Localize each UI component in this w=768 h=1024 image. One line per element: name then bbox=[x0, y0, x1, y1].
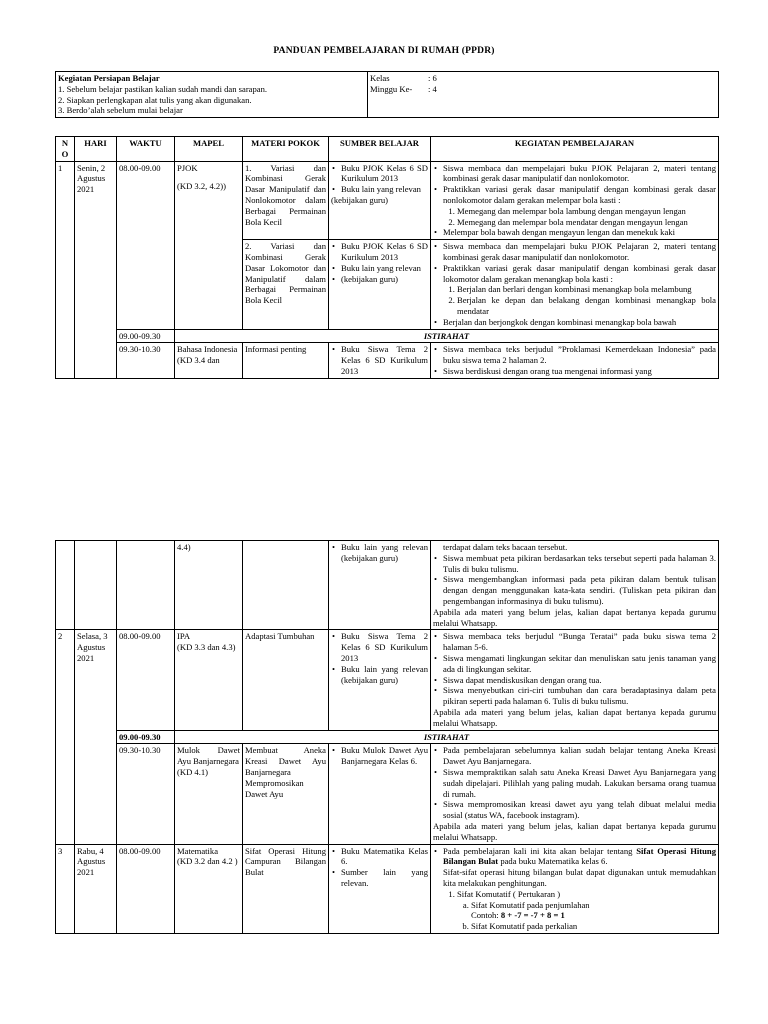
row-day: Rabu, 4 Agustus 2021 bbox=[75, 844, 117, 933]
preparation-heading: Kegiatan Persiapan Belajar bbox=[58, 73, 160, 83]
activity-note: Apabila ada materi yang belum jelas, kalian dapat bertanya kepada gurumu melalui Whatsapp. bbox=[433, 606, 716, 628]
source-item: • Buku lain yang relevan bbox=[341, 263, 428, 274]
subject-kd: (KD 3.3 dan 4.3) bbox=[177, 642, 236, 653]
row-topic: 1. Variasi dan Kombinasi Gerak Dasar Manipulatif dan Nonlokomotor dalam Berbagai Permainan Bola Kecil bbox=[243, 161, 329, 240]
activity-text: Pada pembelajaran kali ini kita akan belajar tentang bbox=[443, 845, 637, 856]
activity-item bbox=[443, 846, 716, 868]
break-time: 09.00-09.30 bbox=[117, 730, 175, 744]
row-subject bbox=[175, 343, 243, 378]
activity-item: • Siswa berdiskusi dengan orang tua mengenai informasi yang bbox=[443, 366, 716, 377]
row-time: 08.00-09.00 bbox=[117, 844, 175, 933]
header-waktu: WAKTU bbox=[117, 137, 175, 162]
example-expression: 8 + -7 = -7 + 8 = 1 bbox=[500, 910, 565, 921]
row-subject bbox=[175, 844, 243, 933]
subject-name: Mulok Dawet Ayu Banjarnegara bbox=[177, 745, 240, 767]
row-source bbox=[329, 844, 431, 933]
preparation-item: 1. Sebelum belajar pastikan kalian sudah mandi dan sarapan. bbox=[58, 83, 268, 94]
activity-item: • Siswa mengamati lingkungan sekitar dan menuliskan satu jenis tanaman yang ada di lingkungan sekitar. bbox=[443, 653, 716, 675]
activity-item: • Melempar bola bawah dengan mengayun lengan dan menekuk kaki bbox=[443, 227, 716, 238]
step-label: Sifat Komutatif ( Pertukaran ) bbox=[457, 888, 561, 899]
row-topic: 2. Variasi dan Kombinasi Gerak Dasar Lokomotor dan Manipulatif dalam Berbagai Permainan Bola Kecil bbox=[243, 240, 329, 329]
activity-note: Apabila ada materi yang belum jelas, kalian dapat bertanya kepada gurumu melalui Whatsapp. bbox=[433, 706, 716, 728]
page-break bbox=[0, 478, 768, 540]
header-hari: HARI bbox=[75, 137, 117, 162]
schedule-table bbox=[55, 136, 719, 379]
row-time: 08.00-09.00 bbox=[117, 161, 175, 329]
subject-kd: 4.4) bbox=[175, 541, 243, 630]
activity-item: • Siswa membaca teks berjudul ”Proklamasi Kemerdekaan Indonesia” pada buku siswa tema 2 halaman 2. bbox=[443, 344, 716, 366]
table-row bbox=[56, 630, 719, 730]
row-source bbox=[329, 343, 431, 378]
row-source bbox=[329, 240, 431, 329]
break-label: ISTIRAHAT bbox=[175, 329, 719, 343]
activity-item: • Siswa membuat peta pikiran berdasarkan teks tersebut seperti pada halaman 3. Tulis di buku tulismu. bbox=[443, 553, 716, 575]
minggu-label: Minggu Ke- bbox=[370, 83, 413, 94]
source-item: • (kebijakan guru) bbox=[341, 274, 428, 285]
break-row bbox=[56, 730, 719, 744]
table-row bbox=[56, 343, 719, 378]
source-item: • Buku Matematika Kelas 6. bbox=[341, 846, 428, 868]
sub-step-label: Sifat Komutatif pada penjumlahan bbox=[471, 899, 590, 910]
activity-item: • Siswa membaca dan mempelajari buku PJOK Pelajaran 2, materi tentang kombinasi gerak dasar manipulatif dan nonlokomotor. bbox=[443, 241, 716, 263]
row-day: Senin, 2 Agustus 2021 bbox=[75, 161, 117, 378]
table-row bbox=[56, 541, 719, 630]
schedule-table-continued bbox=[55, 540, 719, 934]
break-row bbox=[56, 329, 719, 343]
header-materi: MATERI POKOK bbox=[243, 137, 329, 162]
break-label: ISTIRAHAT bbox=[175, 730, 719, 744]
row-number: 2 bbox=[56, 630, 75, 844]
row-activity bbox=[431, 844, 719, 933]
activity-item: • Siswa mengembangkan informasi pada peta pikiran dalam bentuk tulisan dengan dengan menggunakan kata-kata sendiri. (Tuliskan peta pikiran dan pengembangan informasinya di buku tulismu). bbox=[443, 574, 716, 606]
row-topic: Sifat Operasi Hitung Campuran Bilangan Bulat bbox=[243, 844, 329, 933]
source-item: • Buku lain yang relevan bbox=[341, 184, 428, 195]
preparation-item: 2. Siapkan perlengkapan alat tulis yang akan digunakan. bbox=[58, 94, 252, 105]
activity-note: Apabila ada materi yang belum jelas, kalian dapat bertanya kepada gurumu melalui Whatsapp. bbox=[433, 820, 716, 842]
kelas-label: Kelas bbox=[370, 73, 390, 83]
preparation-cell bbox=[56, 72, 368, 118]
source-item: • Buku Siswa Tema 2 Kelas 6 SD Kurikulum 2013 bbox=[341, 344, 428, 376]
row-activity bbox=[431, 541, 719, 630]
activity-item: • Siswa mempromosikan kreasi dawet ayu yang telah dibuat melalui media sosial (status WA, facebook instagram). bbox=[443, 799, 716, 821]
document-page-2 bbox=[0, 540, 768, 1024]
row-source bbox=[329, 630, 431, 730]
activity-step bbox=[457, 889, 716, 932]
minggu-value: : 4 bbox=[428, 83, 437, 94]
header-sumber: SUMBER BELAJAR bbox=[329, 137, 431, 162]
table-row bbox=[56, 744, 719, 844]
row-time: 09.30-10.30 bbox=[117, 744, 175, 844]
row-number: 3 bbox=[56, 844, 75, 933]
row-time: 09.30-10.30 bbox=[117, 343, 175, 378]
row-topic: Adaptasi Tumbuhan bbox=[243, 630, 329, 730]
activity-emphasis: Sifat Operasi Hitung Bilangan Bulat bbox=[443, 845, 716, 867]
activity-step: 1. Berjalan dan berlari dengan kombinasi menangkap bola melambung bbox=[457, 284, 716, 295]
activity-item: • Siswa dapat mendiskusikan dengan orang tua. bbox=[443, 675, 716, 686]
activity-step: 1. Memegang dan melempar bola lambung dengan mengayun lengan bbox=[457, 206, 716, 217]
table-header-row bbox=[56, 137, 719, 162]
subject-name: IPA bbox=[177, 631, 191, 642]
activity-step: 2. Memegang dan melempar bola mendatar dengan mengayun lengan bbox=[457, 217, 716, 228]
header-no: N O bbox=[56, 137, 75, 162]
row-activity bbox=[431, 630, 719, 730]
row-subject bbox=[175, 161, 243, 329]
activity-item: • Praktikkan variasi gerak dasar manipulatif dengan kombinasi gerak dasar nonlokomotor dalam gerakan melempar bola kasti : bbox=[443, 184, 716, 206]
subject-kd: (KD 3.4 dan bbox=[177, 355, 220, 366]
row-subject bbox=[175, 744, 243, 844]
break-time: 09.00-09.30 bbox=[117, 329, 175, 343]
table-row bbox=[56, 844, 719, 933]
activity-item: • Berjalan dan berjongkok dengan kombinasi menangkap bola bawah bbox=[443, 317, 716, 328]
activity-item: • Siswa menyebutkan ciri-ciri tumbuhan dan cara beradaptasinya dalam peta pikiran seperti pada halaman 6. Tulis di buku tulismu. bbox=[443, 685, 716, 707]
row-source bbox=[329, 744, 431, 844]
row-source bbox=[329, 161, 431, 240]
activity-continuation: terdapat dalam teks bacaan tersebut. bbox=[443, 542, 568, 552]
activity-item: • Siswa membaca teks berjudul “Bunga Teratai” pada buku siswa tema 2 halaman 5-6. bbox=[443, 631, 716, 653]
class-info-cell bbox=[368, 72, 719, 118]
activity-item: • Siswa mempraktikan salah satu Aneka Kreasi Dawet Ayu Banjarnegara yang sudah dipelajari. Pilihlah yang paling mudah. Lakukan bersama orang tuamua di rumah. bbox=[443, 767, 716, 799]
row-activity bbox=[431, 744, 719, 844]
source-item: • Sumber lain yang relevan. bbox=[341, 867, 428, 889]
subject-kd: (KD 3.2, 4.2)) bbox=[177, 181, 226, 192]
table-row bbox=[56, 161, 719, 240]
activity-item: • Siswa membaca dan mempelajari buku PJOK Pelajaran 2, materi tentang kombinasi gerak dasar manipulatif dan nonlokomotor. bbox=[443, 163, 716, 185]
activity-step: 2. Berjalan ke depan dan belakang dengan kombinasi menangkap bola mendatar bbox=[457, 295, 716, 317]
source-item: • Buku PJOK Kelas 6 SD Kurikulum 2013 bbox=[341, 241, 428, 263]
source-note: (kebijakan guru) bbox=[331, 194, 389, 205]
subject-kd: (KD 4.1) bbox=[177, 766, 209, 777]
row-activity bbox=[431, 161, 719, 240]
row-subject bbox=[175, 630, 243, 730]
row-topic: Informasi penting bbox=[243, 343, 329, 378]
subject-name: PJOK bbox=[177, 162, 198, 173]
preparation-table bbox=[55, 71, 719, 118]
header-mapel: MAPEL bbox=[175, 137, 243, 162]
sub-step bbox=[471, 900, 716, 922]
row-topic: Membuat Aneka Kreasi Dawet Ayu Banjarnegara Mempromosikan Dawet Ayu bbox=[243, 744, 329, 844]
activity-item: • Praktikkan variasi gerak dasar manipulatif dengan kombinasi gerak dasar lokomotor dalam gerakan menangkap bola kasti : bbox=[443, 263, 716, 285]
subject-name: Matematika bbox=[177, 845, 219, 856]
row-day: Selasa, 3 Agustus 2021 bbox=[75, 630, 117, 844]
source-item: • Buku lain yang relevan (kebijakan guru) bbox=[341, 664, 428, 686]
subject-kd: (KD 3.2 dan 4.2 ) bbox=[177, 856, 238, 867]
activity-item: • Pada pembelajaran sebelumnya kalian sudah belajar tentang Aneka Kreasi Dawet Ayu Banjarnegara. bbox=[443, 745, 716, 767]
preparation-item: 3. Berdo’alah sebelum mulai belajar bbox=[58, 105, 183, 116]
example-label: Contoh: bbox=[471, 910, 501, 921]
row-activity bbox=[431, 240, 719, 329]
document-page-1 bbox=[0, 0, 768, 478]
source-item: • Buku lain yang relevan (kebijakan guru) bbox=[341, 542, 428, 564]
activity-paragraph: Sifat-sifat operasi hitung bilangan bulat dapat digunakan untuk memudahkan kita melakukan penghitungan. bbox=[443, 867, 716, 888]
source-item: • Buku Siswa Tema 2 Kelas 6 SD Kurikulum 2013 bbox=[341, 631, 428, 663]
row-source bbox=[329, 541, 431, 630]
header-kegiatan: KEGIATAN PEMBELAJARAN bbox=[431, 137, 719, 162]
activity-text: pada buku Matematika kelas 6. bbox=[498, 856, 608, 867]
document-title: PANDUAN PEMBELAJARAN DI RUMAH (PPDR) bbox=[273, 46, 495, 56]
subject-name: Bahasa Indonesia bbox=[177, 344, 238, 355]
row-time: 08.00-09.00 bbox=[117, 630, 175, 730]
row-activity bbox=[431, 343, 719, 378]
row-number: 1 bbox=[56, 161, 75, 378]
sub-step: b. Sifat Komutatif pada perkalian bbox=[471, 921, 716, 932]
kelas-value: : 6 bbox=[428, 73, 437, 83]
source-item: • Buku Mulok Dawet Ayu Banjarnegara Kelas 6. bbox=[341, 745, 428, 767]
example-line bbox=[471, 910, 716, 921]
source-item: • Buku PJOK Kelas 6 SD Kurikulum 2013 bbox=[341, 163, 428, 185]
